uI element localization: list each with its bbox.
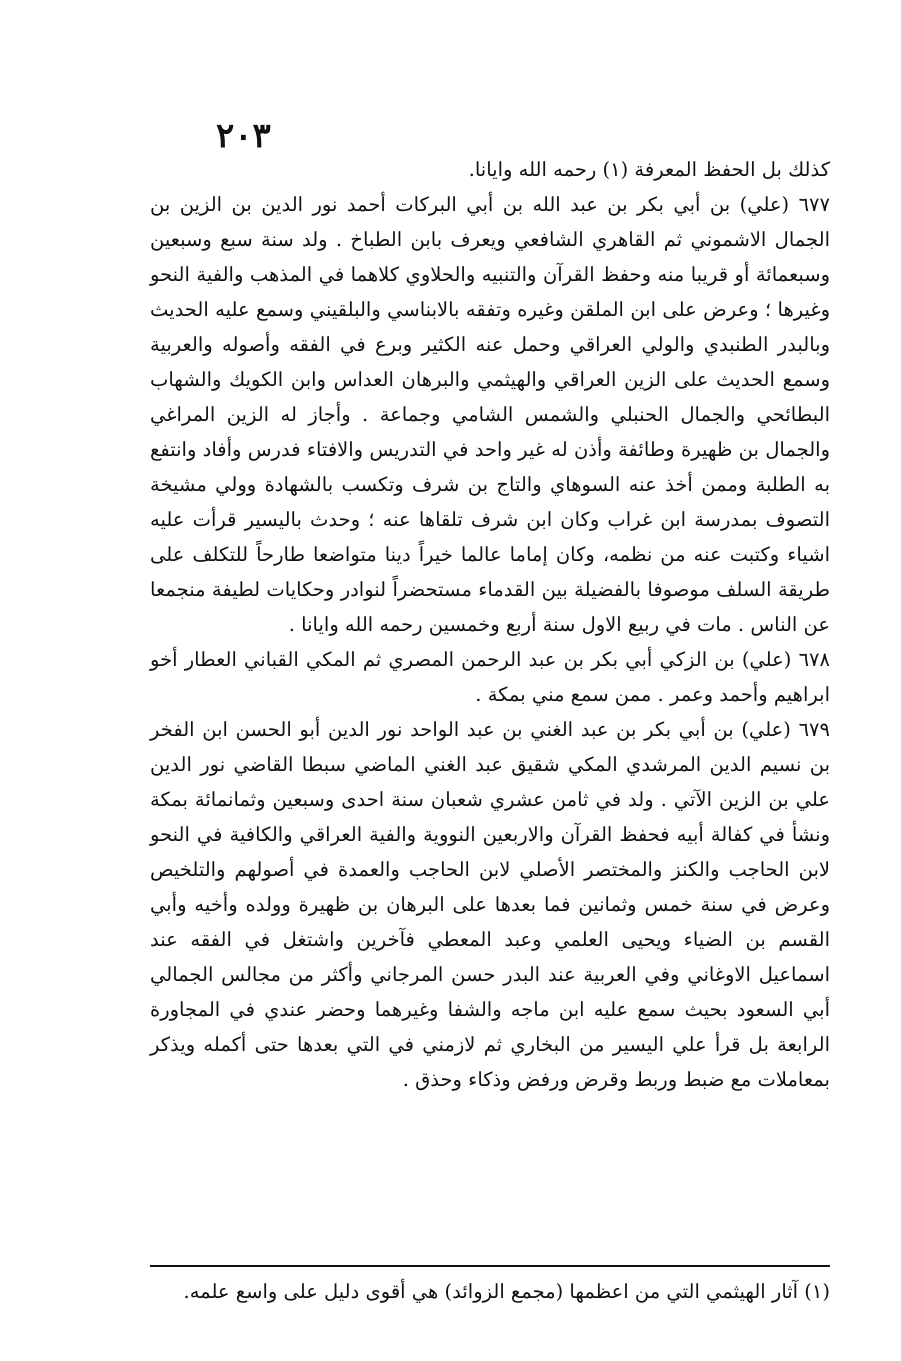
main-text [150, 152, 830, 1097]
paragraph-continuation: كذلك بل الحفظ المعرفة (١) رحمه الله وايانا. [468, 158, 830, 181]
entry-677: ٦٧٧ (علي) بن أبي بكر بن عبد الله بن أبي البركات أحمد نور الدين بن الزين بن الجمال الاشموني ثم القاهري الشافعي ويعرف بابن الطباخ . ولد سنة سبع وسبعين وسبعمائة أو قريبا منه وحفظ القرآن والتنبيه والحلاوي كلاهما في المذهب والفية النحو وغيرها ؛ وعرض على ابن الملقن وغيره وتفقه بالابناسي والبلقيني وسمع عليه الحديث وبالبدر الطنبدي والولي العراقي وحمل عنه الكثير وبرع في الفقه وأصوله والعربية وسمع الحديث على الزين العراقي والهيثمي والبرهان العداس وابن الكويك والشهاب البطائحي والجمال الحنبلي والشمس الشامي وجماعة . وأجاز له الزين المراغي والجمال بن ظهيرة وطائفة وأذن له غير واحد في التدريس والافتاء فدرس وأفاد وانتفع به الطلبة وممن أخذ عنه السوهاي والتاج بن شرف وتكسب بالشهادة وولي مشيخة التصوف بمدرسة ابن غراب وكان ابن شرف تلقاها عنه ؛ وحدث باليسير قرأت عليه اشياء وكتبت عنه من نظمه، وكان إماما عالما خيراً دينا متواضعا طارحاً للتكلف على طريقة السلف موصوفا بالفضيلة بين القدماء مستحضراً لنوادر وحكايات لطيفة منجمعا عن الناس . مات في ربيع الاول سنة أربع وخمسين رحمه الله وايانا . [150, 193, 830, 636]
footnote-divider [150, 1265, 830, 1267]
entry-678: ٦٧٨ (علي) بن الزكي أبي بكر بن عبد الرحمن المصري ثم المكي القباني العطار أخو ابراهيم وأحمد وعمر . ممن سمع مني بمكة . [150, 648, 830, 706]
entry-679: ٦٧٩ (علي) بن أبي بكر بن عبد الغني بن عبد الواحد نور الدين أبو الحسن ابن الفخر بن نسيم الدين المرشدي المكي شقيق عبد الغني الماضي سبطا القاضي نور الدين علي بن الزين الآتي . ولد في ثامن عشري شعبان سنة احدى وسبعين وثمانمائة بمكة ونشأ في كفالة أبيه فحفظ القرآن والاربعين النووية والفية العراقي والكافية في النحو لابن الحاجب والكنز والمختصر الأصلي لابن الحاجب والعمدة في أصولهم والتلخيص وعرض في سنة خمس وثمانين فما بعدها على البرهان بن ظهيرة وولده وأخيه وأبي القسم بن الضياء ويحيى العلمي وعبد المعطي فآخرين واشتغل في الفقه عند اسماعيل الاوغاني وفي العربية عند البدر حسن المرجاني وأكثر من مجالس الجمالي أبي السعود بحيث سمع عليه ابن ماجه والشفا وغيرهما وحضر عندي في المجاورة الرابعة بل قرأ علي اليسير من البخاري ثم لازمني في التي بعدها حتى أكمله ويذكر بمعاملات مع ضبط وربط وقرض ورفض وذكاء وحذق . [150, 718, 830, 1091]
page-number: ٢٠٣ [216, 116, 271, 156]
footnote: (١) آثار الهيثمي التي من اعظمها (مجمع الزوائد) هي أقوى دليل على واسع علمه. [183, 1280, 830, 1303]
book-page [150, 100, 830, 1330]
